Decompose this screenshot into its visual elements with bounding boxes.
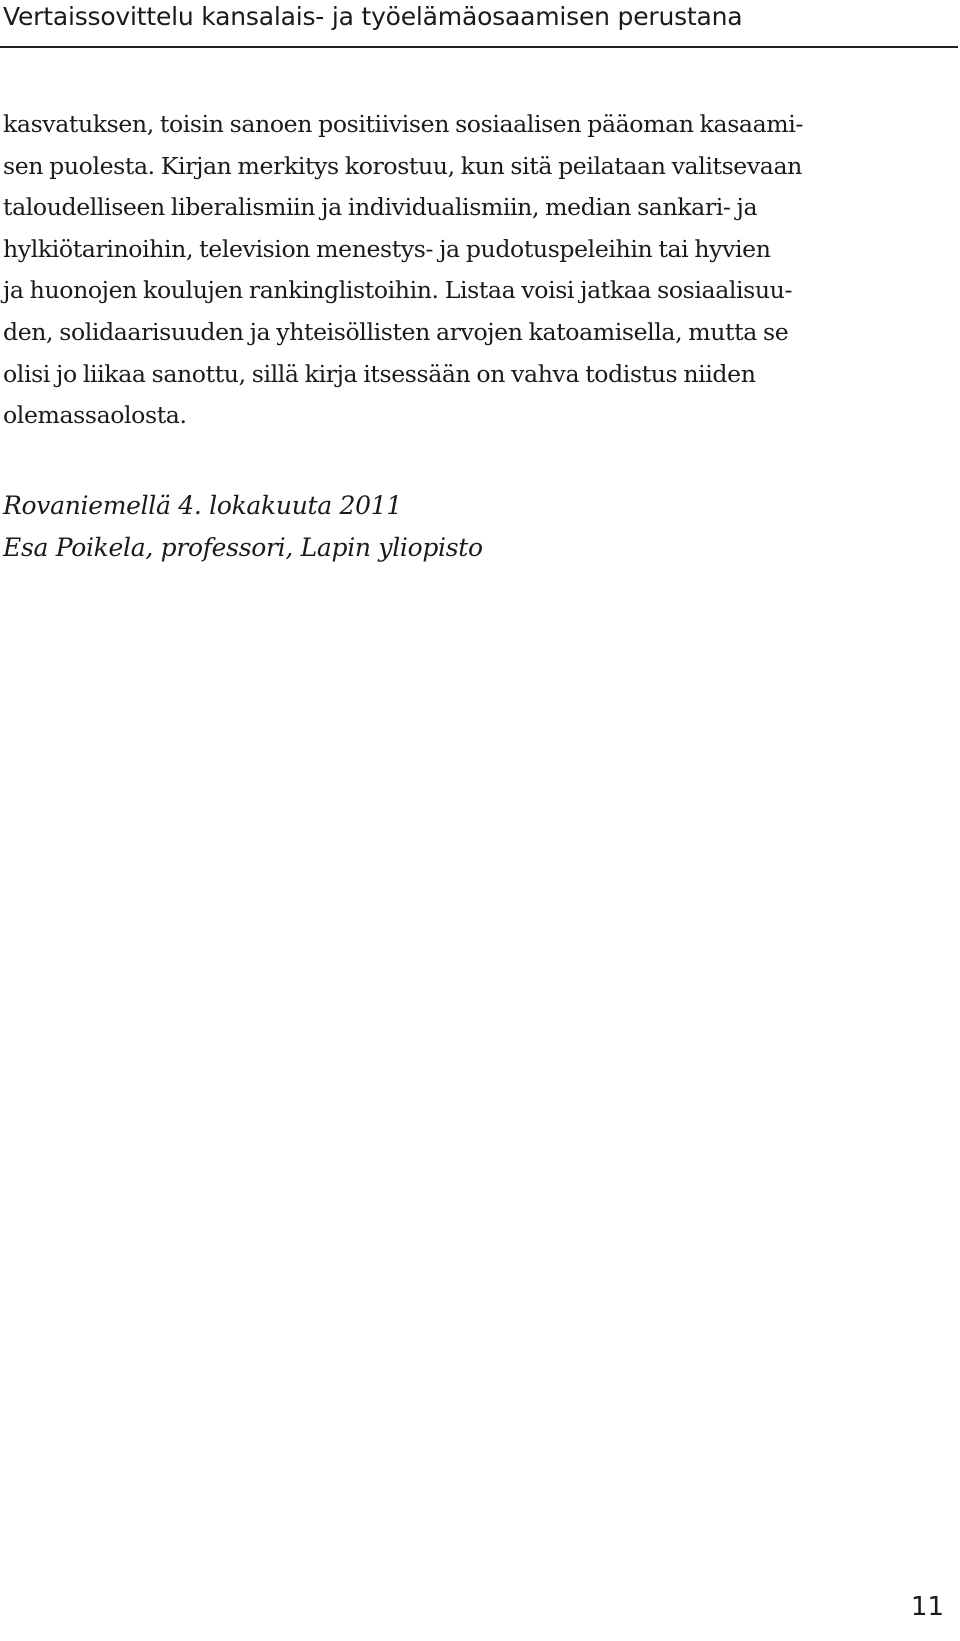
- paragraph-line: hylkiötarinoihin, television menestys- ja pudotuspeleihin tai hyvien: [3, 234, 771, 263]
- paragraph-line: olemassaolosta.: [3, 401, 187, 430]
- signature-block: [3, 485, 483, 569]
- page-number: 11: [910, 1592, 944, 1622]
- paragraph-line: sen puolesta. Kirjan merkitys korostuu, kun sitä peilataan valitsevaan: [3, 151, 802, 180]
- paragraph-line: taloudelliseen liberalismiin ja individualismiin, median sankari- ja: [3, 193, 758, 222]
- signature-place-date: Rovaniemellä 4. lokakuuta 2011: [3, 491, 402, 520]
- paragraph-line: ja huonojen koulujen rankinglistoihin. Listaa voisi jatkaa sosiaalisuu-: [3, 276, 793, 305]
- paragraph-line: den, solidaarisuuden ja yhteisöllisten arvojen katoamisella, mutta se: [3, 317, 789, 346]
- body-paragraph: [3, 104, 903, 437]
- running-header-title: Vertaissovittelu kansalais- ja työelämäosaamisen perustana: [3, 2, 743, 31]
- paragraph-line: kasvatuksen, toisin sanoen positiivisen sosiaalisen pääoman kasaami-: [3, 110, 803, 138]
- signature-author: Esa Poikela, professori, Lapin yliopisto: [3, 533, 483, 562]
- paragraph-line: olisi jo liikaa sanottu, sillä kirja itsessään on vahva todistus niiden: [3, 359, 756, 388]
- running-header: [0, 0, 958, 48]
